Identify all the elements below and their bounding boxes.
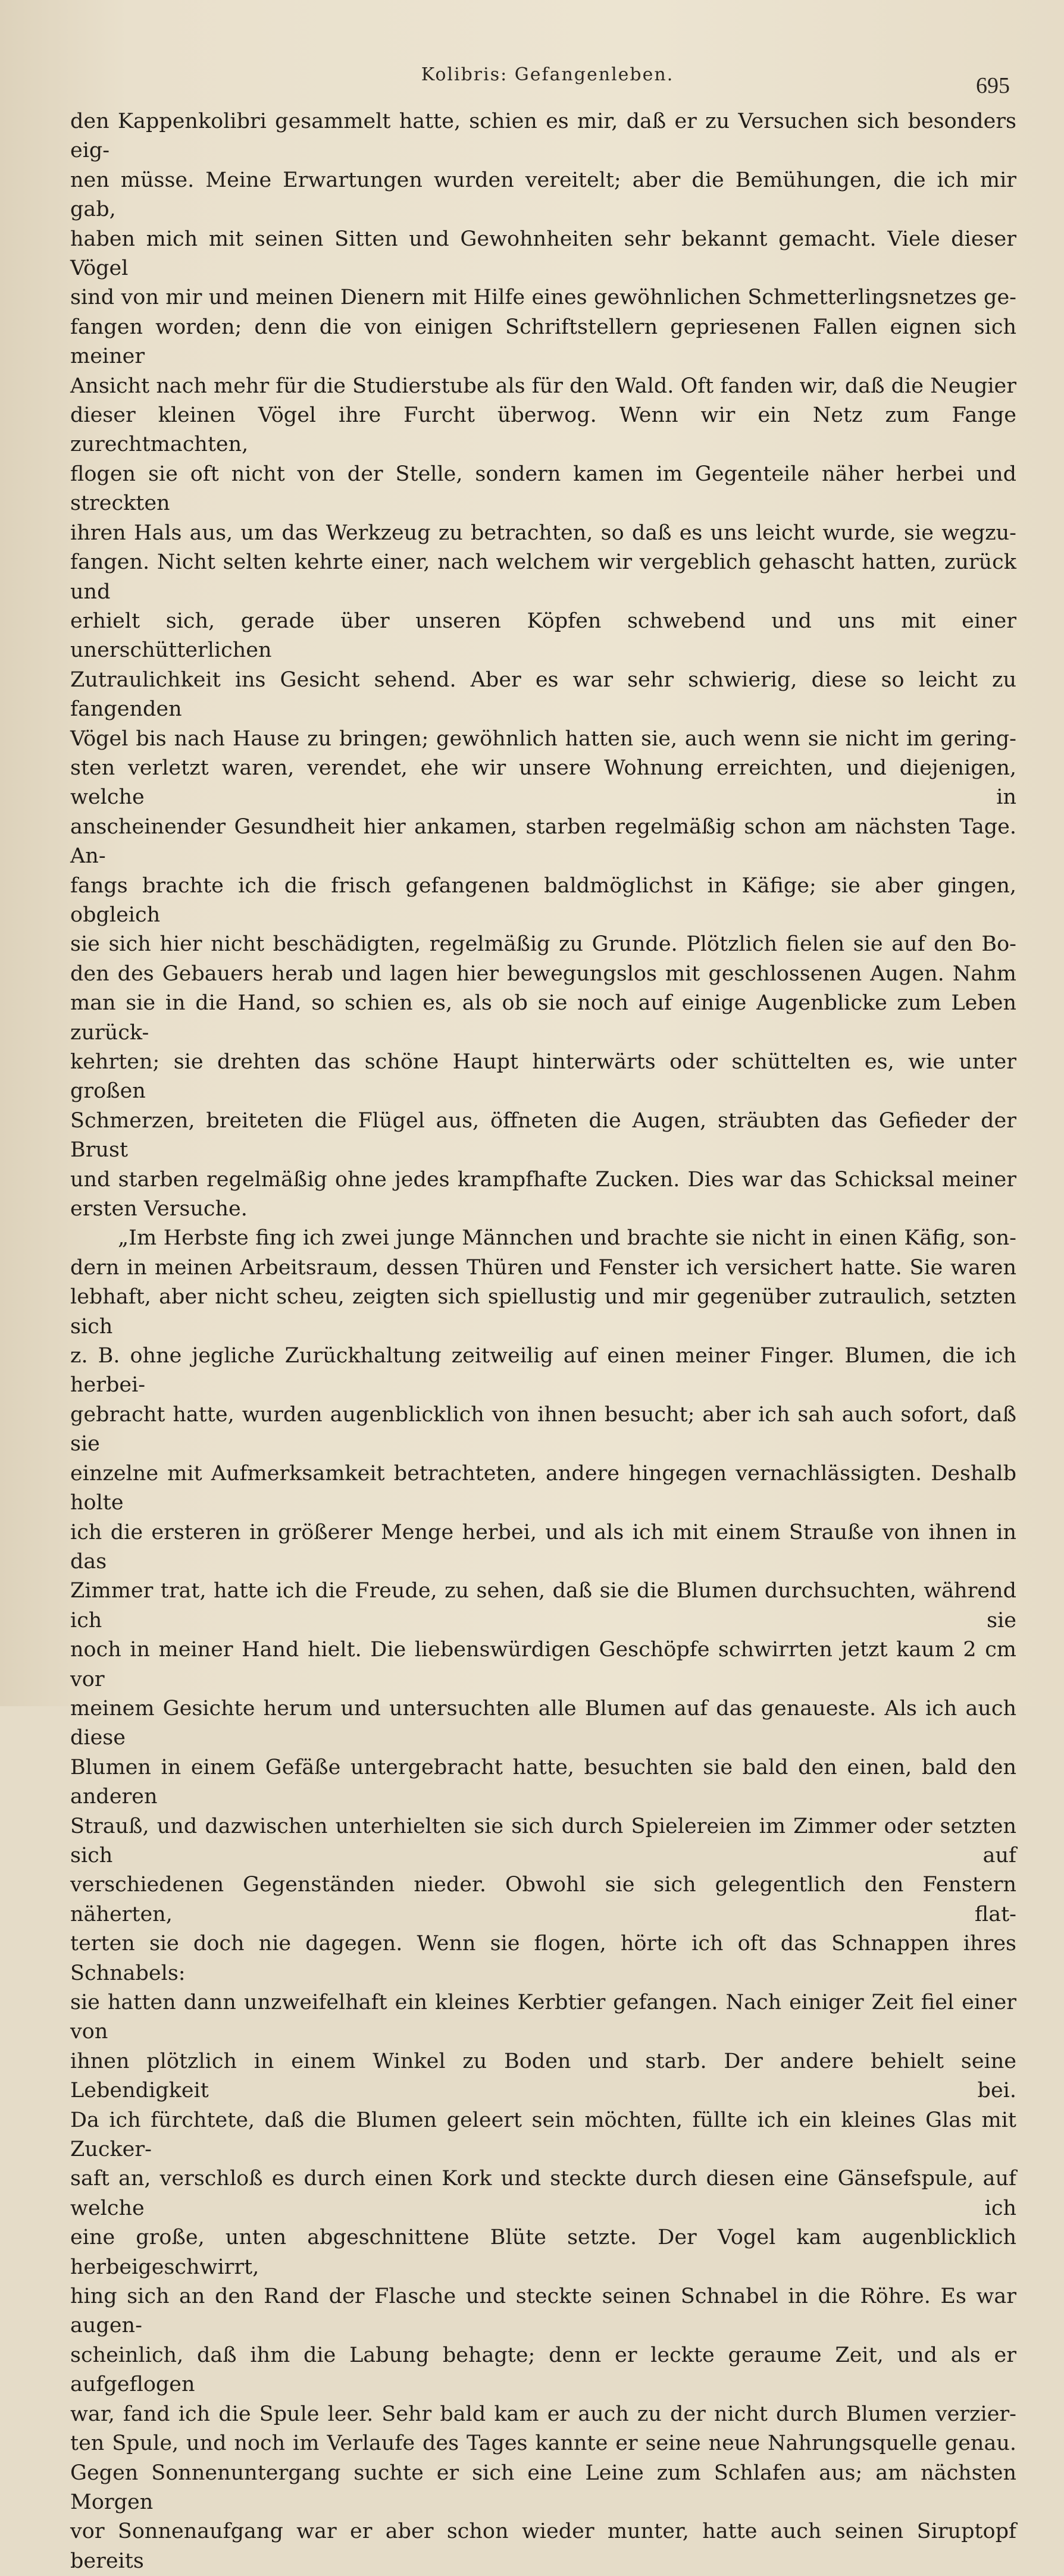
text-line: Strauß, und dazwischen unterhielten sie sich durch Spielereien im Zimmer oder setzten sich auf — [70, 1814, 1016, 1867]
text-line: gebracht hatte, wurden augenblicklich von ihnen besucht; aber ich sah auch sofort, daß sie — [70, 1402, 1016, 1456]
running-title: Kolibris: Gefangenleben. — [421, 64, 674, 85]
text-line: lebhaft, aber nicht scheu, zeigten sich spiellustig und mir gegenüber zutraulich, setzten sich — [70, 1285, 1016, 1339]
text-line: anscheinender Gesundheit hier ankamen, starben regelmäßig schon am nächsten Tage. An- — [70, 814, 1016, 869]
text-line: nen müsse. Meine Erwartungen wurden vereitelt; aber die Bemühungen, die ich mir gab, — [70, 168, 1016, 222]
text-line: sie hatten dann unzweifelhaft ein kleines Kerbtier gefangen. Nach einiger Zeit fiel einer von — [70, 1991, 1016, 2044]
text-line: kehrten; sie drehten das schöne Haupt hinterwärts oder schüttelten es, wie unter großen — [70, 1050, 1016, 1104]
text-line: fangs brachte ich die frisch gefangenen baldmöglichst in Käfige; sie aber gingen, obgleich — [70, 873, 1016, 927]
text-line: noch in meiner Hand hielt. Die liebenswürdigen Geschöpfe schwirrten jetzt kaum 2 cm vor — [70, 1638, 1016, 1691]
text-line: „Im Herbste fing ich zwei junge Männchen und brachte sie nicht in einen Käfig, son- — [118, 1226, 1016, 1251]
text-line: den des Gebauers herab und lagen hier bewegungslos mit geschlossenen Augen. Nahm — [70, 961, 1016, 986]
text-line: Schmerzen, breiteten die Flügel aus, öffneten die Augen, sträubten das Gefieder der Brust — [70, 1108, 1016, 1162]
text-line: Zimmer trat, hatte ich die Freude, zu sehen, daß sie die Blumen durchsuchten, während ich sie — [70, 1579, 1016, 1632]
text-line: ihren Hals aus, um das Werkzeug zu betrachten, so daß es uns leicht wurde, sie wegzu- — [70, 521, 1016, 545]
text-line: ersten Versuche. — [70, 1197, 248, 1221]
text-line: saft an, verschloß es durch einen Kork und steckte durch diesen eine Gänsefspule, auf welche ich — [70, 2167, 1016, 2220]
text-line: terten sie doch nie dagegen. Wenn sie flogen, hörte ich oft das Schnappen ihres Schnabels: — [70, 1932, 1016, 1985]
text-line: war, fand ich die Spule leer. Sehr bald kam er auch zu der nicht durch Blumen verzier- — [70, 2402, 1016, 2426]
text-line: Da ich fürchtete, daß die Blumen geleert sein möchten, füllte ich ein kleines Glas mit Zucker- — [70, 2108, 1016, 2162]
text-line: Blumen in einem Gefäße untergebracht hatte, besuchten sie bald den einen, bald den anderen — [70, 1755, 1016, 1809]
text-line: erhielt sich, gerade über unseren Köpfen schwebend und uns mit einer unerschütterlichen — [70, 609, 1016, 663]
text-line: einzelne mit Aufmerksamkeit betrachteten, andere hingegen vernachlässigten. Deshalb holte — [70, 1461, 1016, 1515]
text-line: dern in meinen Arbeitsraum, dessen Thüren und Fenster ich versichert hatte. Sie waren — [70, 1255, 1016, 1280]
text-line: scheinlich, daß ihm die Labung behagte; denn er leckte geraume Zeit, und als er aufgeflogen — [70, 2343, 1016, 2397]
text-line: meinem Gesichte herum und untersuchten alle Blumen auf das genaueste. Als ich auch diese — [70, 1696, 1016, 1750]
text-line: Ansicht nach mehr für die Studierstube als für den Wald. Oft fanden wir, daß die Neugier — [70, 374, 1016, 398]
text-line: den Kappenkolibri gesammelt hatte, schien es mir, daß er zu Versuchen sich besonders eig- — [70, 109, 1016, 163]
text-line: eine große, unten abgeschnittene Blüte setzte. Der Vogel kam augenblicklich herbeigeschwirrt, — [70, 2226, 1016, 2279]
page-header — [0, 64, 1064, 98]
text-line: flogen sie oft nicht von der Stelle, sondern kamen im Gegenteile näher herbei und streckten — [70, 462, 1016, 516]
text-line: man sie in die Hand, so schien es, als ob sie noch auf einige Augenblicke zum Leben zurück- — [70, 991, 1016, 1045]
text-line: und starben regelmäßig ohne jedes krampfhafte Zucken. Dies war das Schicksal meiner — [70, 1167, 1016, 1192]
text-line: Zutraulichkeit ins Gesicht sehend. Aber es war sehr schwierig, diese so leicht zu fangenden — [70, 667, 1016, 722]
text-line: z. B. ohne jegliche Zurückhaltung zeitweilig auf einen meiner Finger. Blumen, die ich herbei- — [70, 1344, 1016, 1397]
text-line: ihnen plötzlich in einem Winkel zu Boden und starb. Der andere behielt seine Lebendigkeit bei. — [70, 2049, 1016, 2103]
text-line: Gegen Sonnenuntergang suchte er sich eine Leine zum Schlafen aus; am nächsten Morgen — [70, 2461, 1016, 2514]
text-line: ten Spule, und noch im Verlaufe des Tages kannte er seine neue Nahrungsquelle genau. — [70, 2431, 1016, 2456]
text-line: verschiedenen Gegenständen nieder. Obwohl sie sich gelegentlich den Fenstern näherten, flat- — [70, 1873, 1016, 1926]
text-line: vor Sonnenaufgang war er aber schon wieder munter, hatte auch seinen Siruptopf bereits — [70, 2519, 1016, 2573]
text-line: Vögel bis nach Hause zu bringen; gewöhnlich hatten sie, auch wenn sie nicht im gering- — [70, 726, 1016, 751]
text-line: sten verletzt waren, verendet, ehe wir unsere Wohnung erreichten, und diejenigen, welche in — [70, 756, 1016, 810]
text-line: sind von mir und meinen Dienern mit Hilfe eines gewöhnlichen Schmetterlingsnetzes ge- — [70, 286, 1016, 310]
text-line: fangen worden; denn die von einigen Schriftstellern gepriesenen Fallen eignen sich meiner — [70, 315, 1016, 369]
text-line: dieser kleinen Vögel ihre Furcht überwog. Wenn wir ein Netz zum Fange zurechtmachten, — [70, 403, 1016, 457]
body-text — [70, 107, 1016, 2576]
text-line: haben mich mit seinen Sitten und Gewohnheiten sehr bekannt gemacht. Viele dieser Vögel — [70, 227, 1016, 281]
text-line: fangen. Nicht selten kehrte einer, nach welchem wir vergeblich gehascht hatten, zurück und — [70, 550, 1016, 604]
text-line: sie sich hier nicht beschädigten, regelmäßig zu Grunde. Plötzlich fielen sie auf den Bo- — [70, 932, 1016, 957]
page-number: 695 — [976, 73, 1010, 98]
text-line: hing sich an den Rand der Flasche und steckte seinen Schnabel in die Röhre. Es war augen- — [70, 2284, 1016, 2338]
text-line: ich die ersteren in größerer Menge herbei, und als ich mit einem Strauße von ihnen in das — [70, 1520, 1016, 1574]
